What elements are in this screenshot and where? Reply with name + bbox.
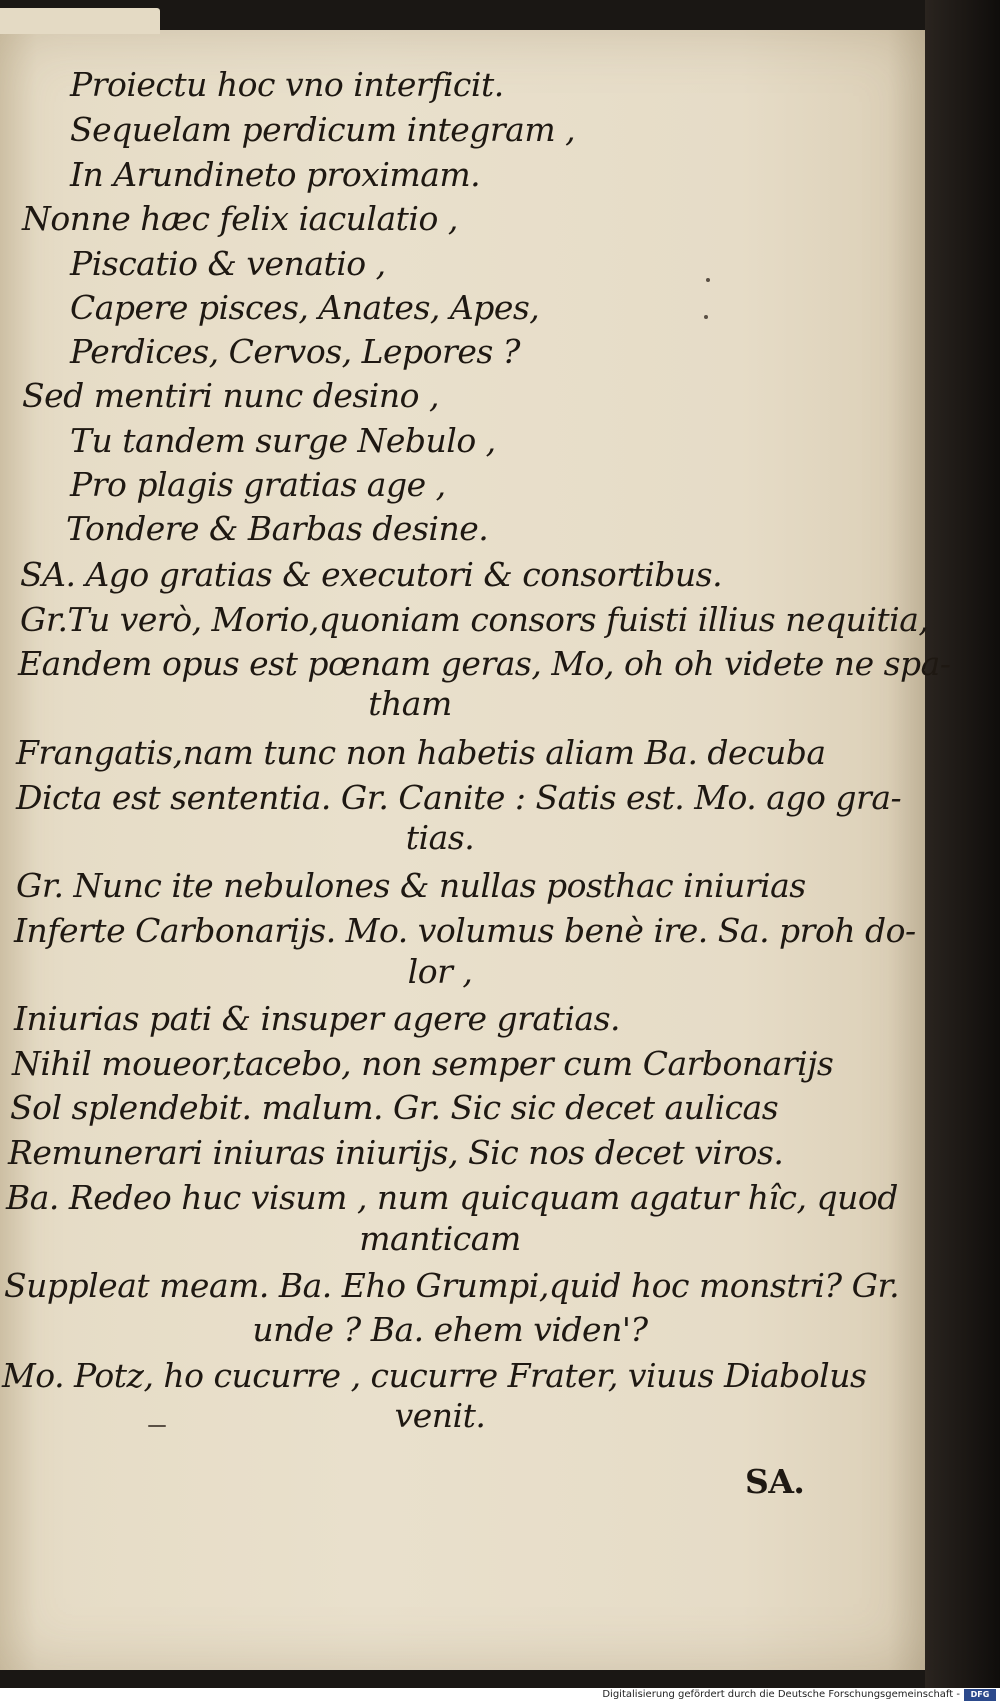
text-line: Tu tandem surge Nebulo ,: [70, 421, 496, 460]
text-line: Dicta est sententia. Gr. Canite : Satis est. Mo. ago gra-: [16, 778, 902, 817]
text-line: Sequelam perdicum integram ,: [70, 110, 576, 149]
catchword: SA.: [745, 1462, 805, 1501]
text-line: lor ,: [407, 952, 473, 991]
text-line: Gr. Nunc ite nebulones & nullas posthac iniurias: [16, 866, 806, 905]
text-line: manticam: [359, 1219, 521, 1258]
text-line: unde ? Ba. ehem viden'?: [252, 1310, 648, 1349]
text-line: Suppleat meam. Ba. Eho Grumpi,quid hoc monstri? Gr.: [4, 1266, 900, 1305]
text-line: Frangatis,nam tunc non habetis aliam Ba. decuba: [16, 733, 826, 772]
text-line: Ba. Redeo huc visum , num quicquam agatur hîc, quod: [6, 1178, 898, 1217]
text-line: Inferte Carbonarijs. Mo. volumus benè ire. Sa. proh do-: [14, 911, 916, 950]
text-line: Tondere & Barbas desine.: [66, 509, 489, 548]
text-line: Eandem opus est pœnam geras, Mo, oh oh videte ne spa-: [18, 644, 951, 683]
text-line: SA. Ago gratias & executori & consortibus.: [20, 555, 723, 594]
text-line: Sed mentiri nunc desino ,: [22, 376, 439, 415]
text-line: Nonne hæc felix iaculatio ,: [22, 199, 458, 238]
text-line: venit.: [394, 1396, 486, 1435]
text-line: Iniurias pati & insuper agere gratias.: [14, 999, 621, 1038]
footer-bar: [0, 1688, 1000, 1702]
text-line: Pro plagis gratias age ,: [70, 465, 446, 504]
paper-speck: [148, 1425, 166, 1427]
text-line: Sol splendebit. malum. Gr. Sic sic decet aulicas: [10, 1088, 779, 1127]
text-line: Gr.Tu verò, Morio,quoniam consors fuisti illius nequitia,: [20, 600, 929, 639]
text-line: Proiectu hoc vno interficit.: [70, 65, 504, 104]
text-line: Piscatio & venatio ,: [70, 244, 386, 283]
text-line: Perdices, Cervos, Lepores ?: [70, 332, 520, 371]
book-edge: [925, 0, 1000, 1702]
text-line: Nihil moueor,tacebo, non semper cum Carbonarijs: [12, 1044, 834, 1083]
text-line: Mo. Potz, ho cucurre , cucurre Frater, viuus Diabolus: [2, 1356, 867, 1395]
dfg-logo: DFG: [964, 1689, 996, 1701]
paper-speck: [706, 278, 710, 282]
text-line: tias.: [405, 818, 475, 857]
text-line: Remunerari iniuras iniurijs, Sic nos decet viros.: [8, 1133, 784, 1172]
footer-credit: Digitalisierung gefördert durch die Deutsche Forschungsgemeinschaft -: [602, 1689, 960, 1700]
text-line: tham: [368, 684, 452, 723]
paper-speck: [704, 315, 708, 319]
text-line: Capere pisces, Anates, Apes,: [70, 288, 540, 327]
text-line: In Arundineto proximam.: [70, 155, 481, 194]
paper-tab: [0, 8, 160, 34]
